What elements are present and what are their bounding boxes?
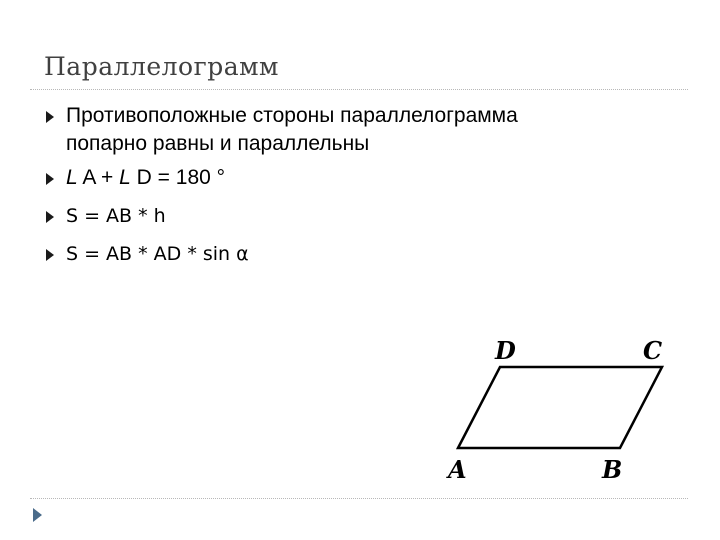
vertex-label-b: B bbox=[602, 455, 623, 484]
triangle-bullet-icon bbox=[46, 173, 54, 185]
bullet-text-line-2: попарно равны и параллельны bbox=[66, 132, 370, 155]
angle-symbol: L bbox=[66, 166, 78, 189]
vertex-label-d: D bbox=[495, 336, 516, 365]
bullet-text-line-1: Противоположные стороны параллелограмма bbox=[66, 104, 518, 127]
bullet-item-angles bbox=[44, 164, 684, 192]
triangle-bullet-icon bbox=[46, 111, 54, 123]
bullet-item-area-sine bbox=[44, 240, 684, 268]
angle-symbol: L bbox=[119, 166, 131, 189]
angle-formula-part: A + bbox=[77, 166, 120, 189]
nav-arrow-icon[interactable] bbox=[33, 508, 42, 522]
bullet-list bbox=[44, 102, 684, 268]
bullet-item-area-height bbox=[44, 202, 684, 230]
bullet-item-sides bbox=[44, 102, 684, 158]
parallelogram-shape bbox=[458, 367, 662, 448]
triangle-bullet-icon bbox=[46, 211, 54, 223]
vertex-label-a: A bbox=[448, 455, 467, 484]
vertex-label-c: C bbox=[643, 336, 663, 365]
slide-title: Параллелограмм bbox=[44, 52, 280, 81]
angle-formula bbox=[66, 166, 225, 189]
angle-formula-part: D = 180 ° bbox=[130, 166, 226, 189]
area-formula-sine: S = AB * AD * sin α bbox=[66, 243, 249, 265]
footer-divider bbox=[30, 498, 688, 499]
area-formula-height: S = AB * h bbox=[66, 205, 166, 227]
triangle-bullet-icon bbox=[46, 249, 54, 261]
title-divider bbox=[30, 89, 688, 90]
parallelogram-figure bbox=[440, 330, 680, 490]
